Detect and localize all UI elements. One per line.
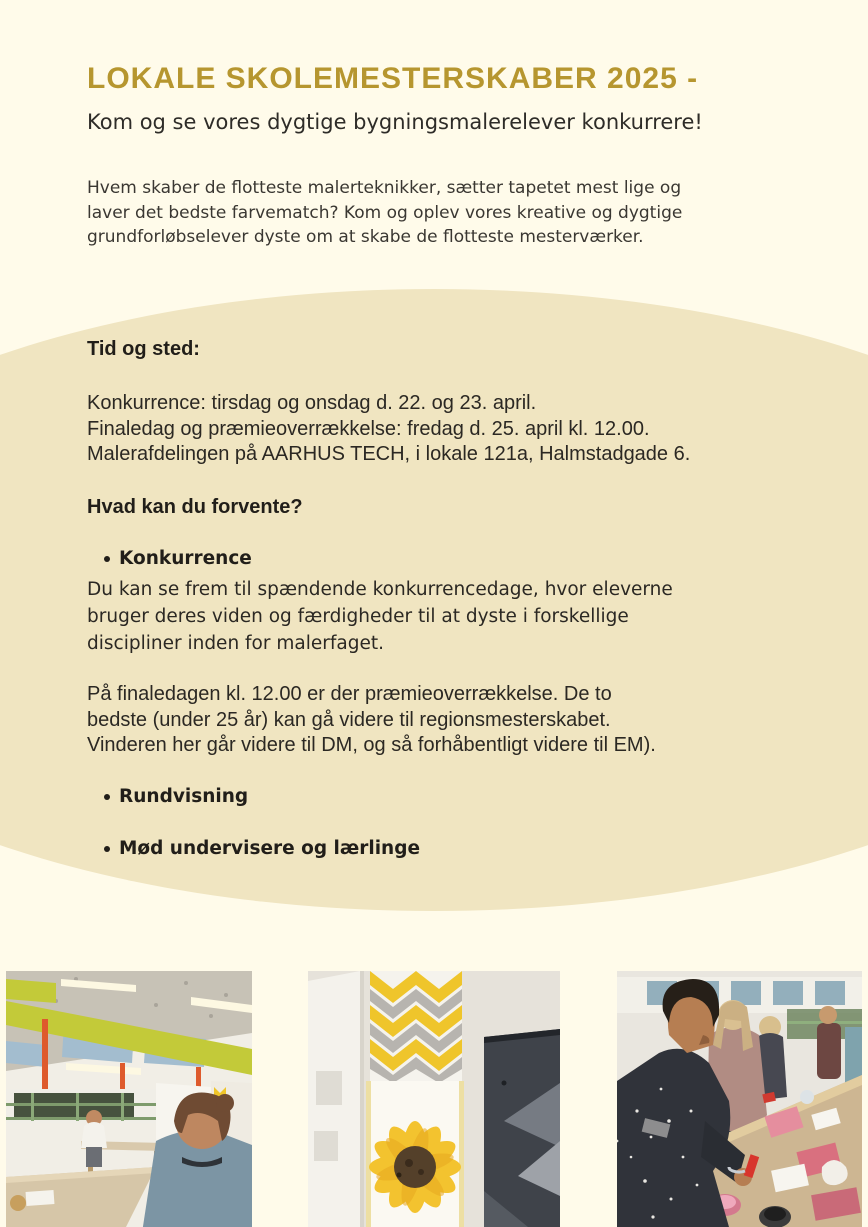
intro-line: laver det bedste farvematch? Kom og oplev vores kreative og dygtige [87,202,683,223]
intro-line: Hvem skaber de flotteste malerteknikker, sætter tapetet mest lige og [87,178,682,198]
intro-paragraph [87,176,682,250]
bullet-label: Mød undervisere og lærlinge [119,838,421,859]
competition-line: Du kan se frem til spændende konkurrencedage, hvor eleverne [87,579,673,600]
intro-line: grundforløbselever dyste om at skabe de flotteste mesterværker. [87,227,644,247]
bullet-dot [104,556,110,562]
bullet-label: Rundvisning [119,786,249,807]
paint-mixing-illustration [617,971,862,1227]
bullet-label: Konkurrence [119,548,252,569]
finale-line: bedste (under 25 år) kan gå videre til regionsmesterskabet. [87,708,611,731]
competition-paragraph [87,576,673,657]
finale-paragraph [87,682,656,759]
list-item-meet [104,838,420,859]
schedule-line: Finaledag og præmieoverrækkelse: fredag d. 25. april kl. 12.00. [87,417,650,440]
page-subtitle: Kom og se vores dygtige bygningsmalerelever konkurrere! [87,110,703,134]
workshop-overview-photo [6,971,252,1227]
workshop-overview-illustration [6,971,252,1227]
finale-line: Vinderen her går videre til DM, og så forhåbentligt videre til EM). [87,734,656,756]
schedule-line: Konkurrence: tirsdag og onsdag d. 22. og 23. april. [87,392,537,414]
competition-line: discipliner inden for malerfaget. [87,633,384,654]
list-item-competition [104,548,252,569]
bullet-dot [104,846,110,852]
paint-mixing-photo [617,971,862,1227]
bullet-dot [104,794,110,800]
time-place-heading: Tid og sted: [87,338,200,360]
schedule-paragraph [87,391,690,468]
schedule-line: Malerafdelingen på AARHUS TECH, i lokale 121a, Halmstadgade 6. [87,443,691,465]
sunflower-illustration [308,971,560,1227]
sunflower-decoration-photo [308,971,560,1227]
competition-line: bruger deres viden og færdigheder til at dyste i forskellige [87,606,629,627]
list-item-tour [104,786,248,807]
finale-line: På finaledagen kl. 12.00 er der præmieoverrækkelse. De to [87,683,612,705]
expect-heading: Hvad kan du forvente? [87,496,303,518]
page-title: LOKALE SKOLEMESTERSKABER 2025 - [87,62,699,95]
